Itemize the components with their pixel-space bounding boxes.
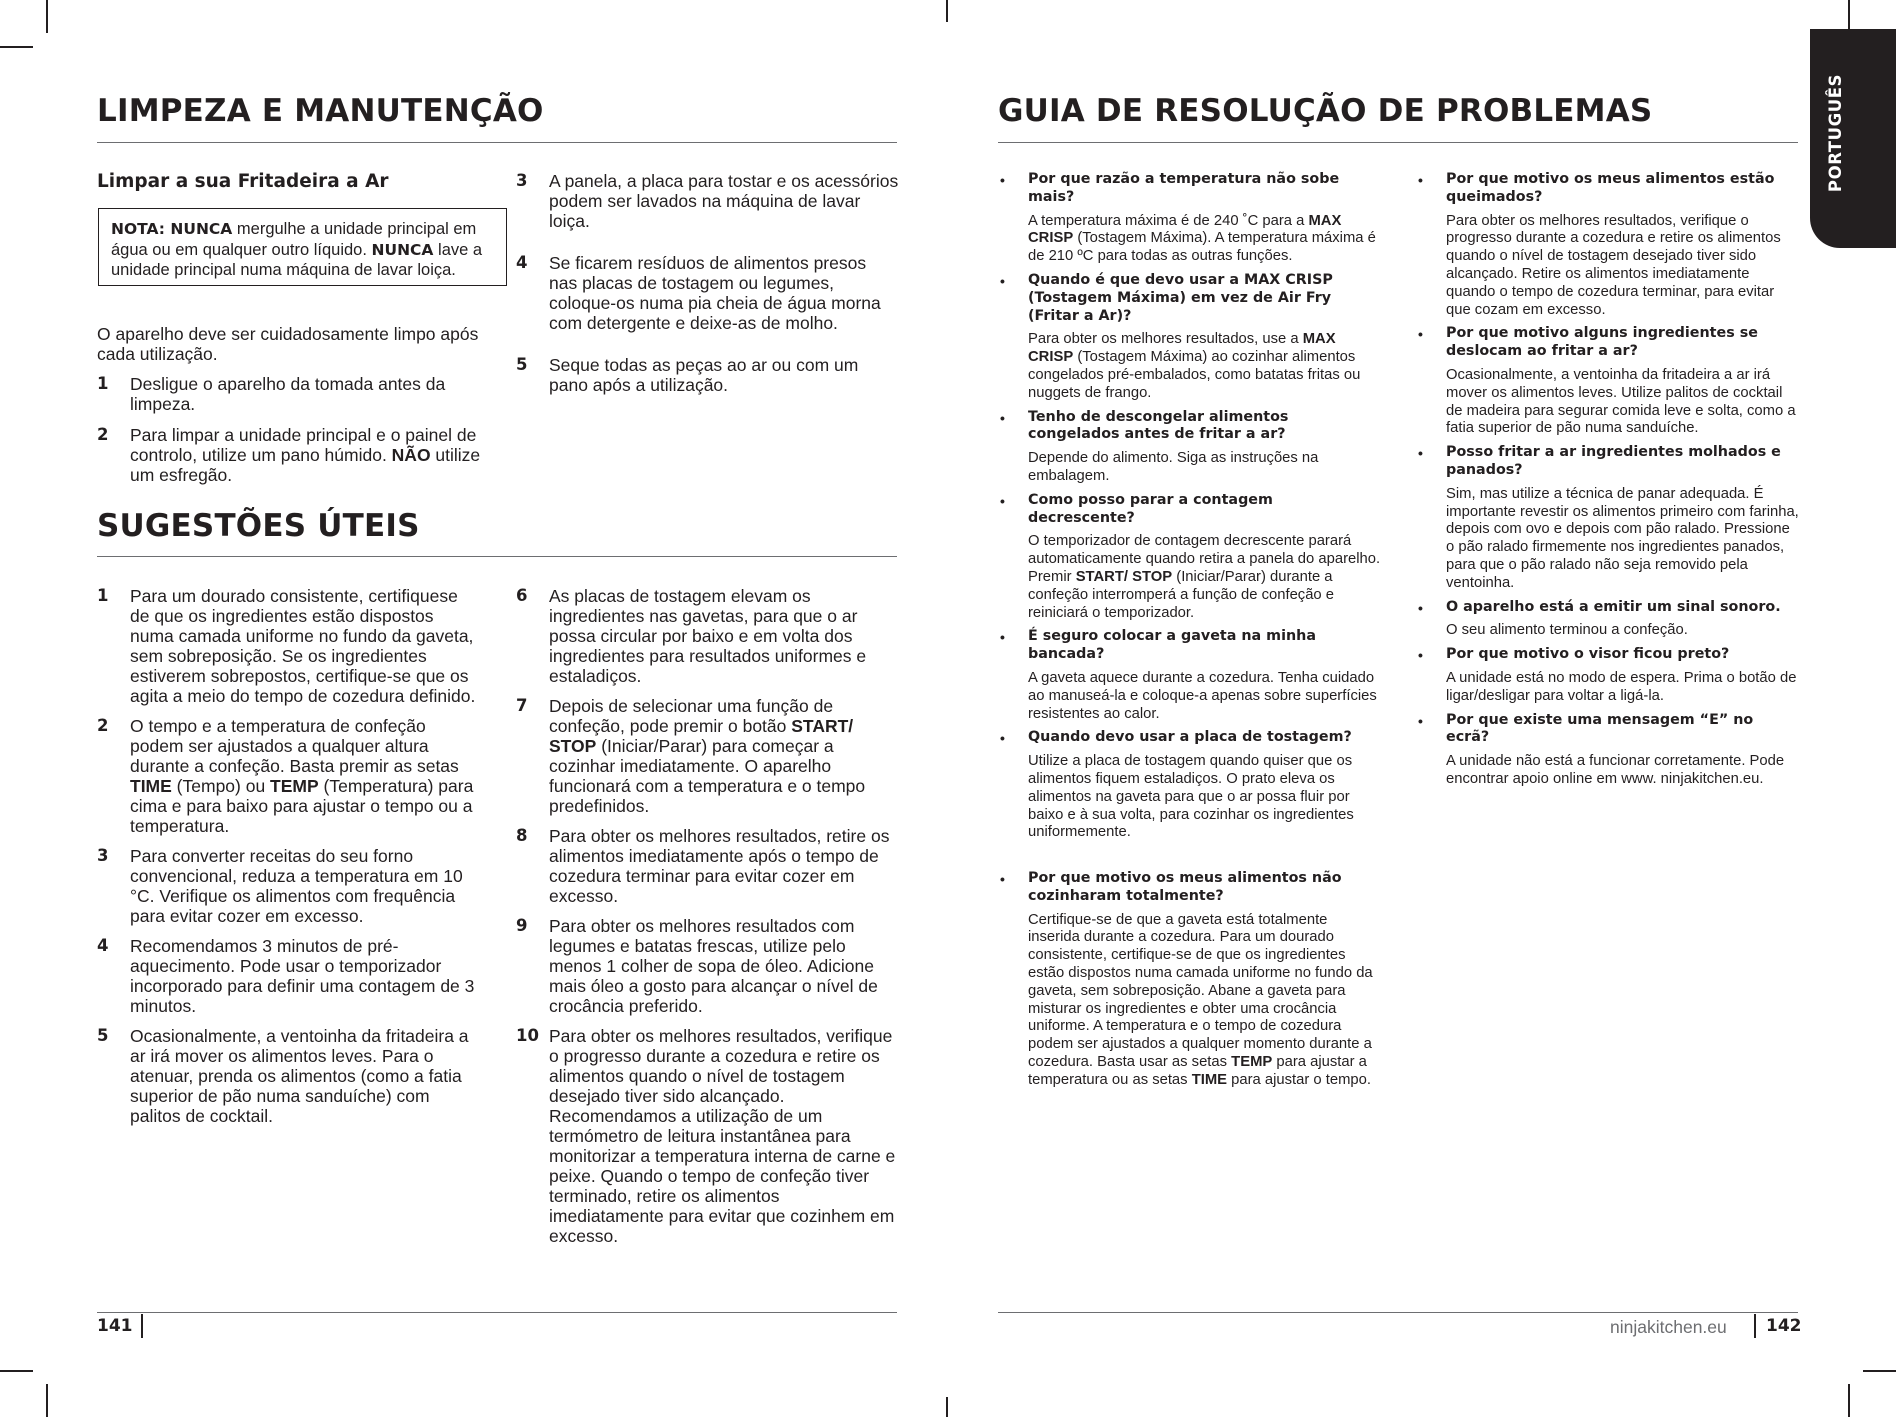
bullet-icon: • [1000,272,1005,289]
heading-troubleshooting: GUIA DE RESOLUÇÃO DE PROBLEMAS [998,93,1653,129]
bullet-icon: • [1000,409,1005,426]
footer-divider [1754,1314,1756,1338]
tip-text: (Iniciar/Parar) para começar a cozinhar imediatamente. O aparelho funcionará com a temperatura e o tempo predefinidos. [549,736,866,816]
answer-text: (Tostagem Máxima). A temperatura máxima é de 210 ºC para todas as outras funções. [1028,230,1376,265]
list-item [97,374,497,414]
faq-question: Por que motivo alguns ingredientes se deslocam ao fritar a ar? [1446,325,1758,360]
tip-text: Para obter os melhores resultados, retire os alimentos imediatamente após o tempo de cozedura terminar para evitar cozer em excesso. [549,826,890,906]
note-box [98,208,507,286]
tip-number: 10 [516,1026,539,1045]
tip-number: 2 [97,716,109,735]
faq-answer: A unidade não está a funcionar corretamente. Pode encontrar apoio online em www. ninjakitchen.eu. [1446,753,1785,787]
faq-item [1416,444,1800,592]
crop-mark [0,1370,33,1372]
step-text: A panela, a placa para tostar e os acessórios podem ser lavados na máquina de lavar loiça. [549,171,899,231]
footer-divider [141,1314,143,1338]
bullet-icon: • [1418,172,1423,188]
answer-text: (Tostagem Máxima) ao cozinhar alimentos congelados pré-embalados, como batatas fritas ou nuggets de frango. [1028,349,1361,401]
tip-emph: TEMP [270,776,319,796]
page-number-right: 142 [1766,1316,1802,1336]
step-number: 5 [516,355,528,374]
faq-item [998,729,1382,842]
step-text: utilize um esfregão. [130,445,481,485]
step-number: 1 [97,374,109,393]
tip-text: Ocasionalmente, a ventoinha da fritadeira a ar irá mover os alimentos leves. Para o atenuar, prenda os alimentos (como a fatia superior de pão numa sanduíche) com palitos de cocktail. [130,1026,469,1126]
note-label: NOTA: NUNCA [111,220,233,238]
answer-text: (Iniciar/Parar) durante a confeção interromperá a função de confeção e reiniciará o temporizador. [1028,568,1335,621]
faq-item [998,628,1382,723]
footer-url: ninjakitchen.eu [1610,1317,1727,1337]
list-item [516,1026,899,1246]
faq-question: Por que existe uma mensagem “E” no ecrã? [1446,711,1754,746]
faq-question: O aparelho está a emitir um sinal sonoro. [1446,598,1781,615]
tip-emph: START/ STOP [549,716,854,756]
list-item [516,253,899,333]
step-emph: NÃO [391,445,431,465]
tip-text: Para obter os melhores resultados com legumes e batatas frescas, utilize pelo menos 1 colher de sopa de óleo. Adicione mais óleo a gosto para alcançar o nível de crocância preferido. [549,916,878,1016]
heading-rule [97,556,897,557]
faq-col1 [998,171,1382,1090]
tip-number: 1 [97,586,109,605]
answer-text: A temperatura máxima é de 240 ˚C para a [1028,212,1309,229]
page-number-left: 141 [97,1316,133,1336]
answer-text: para ajustar a temperatura ou as setas [1028,1054,1367,1088]
tip-text: Depois de selecionar uma função de confeção, pode premir o botão [549,696,834,736]
faq-item [998,272,1382,403]
faq-item [1416,325,1800,438]
tip-text: Para obter os melhores resultados, verifique o progresso durante a cozedura e retire os alimentos quando o nível de tostagem desejado tiver sido alcançado. Recomendamos a utilização de um termómetro de leitura instantânea para monitorizar a temperatura interna de carne e peixe. Quando o tempo de confeção tiver terminado, retire os alimentos imediatamente para evitar que cozinhem em excesso. [549,1026,896,1246]
step-text: Se ficarem resíduos de alimentos presos nas placas de tostagem ou legumes, coloque-os numa pia cheia de água morna com detergente e deixe-as de molho. [549,253,881,333]
bullet-icon: • [1418,326,1423,343]
answer-emph: MAX CRISP [1028,212,1342,247]
list-item [97,936,477,1016]
bullet-icon: • [1000,492,1005,509]
tip-number: 5 [97,1026,109,1045]
bullet-icon: • [1418,647,1423,664]
bullet-icon: • [1000,871,1005,888]
faq-question: Por que razão a temperatura não sobe mais? [1028,171,1340,205]
bullet-icon: • [1418,599,1423,616]
tip-text: As placas de tostagem elevam os ingredientes nas gavetas, para que o ar possa circular por baixo e em volta dos ingredientes para resultados uniformes e estaladiços. [549,586,867,686]
faq-answer: A gaveta aquece durante a cozedura. Tenha cuidado ao manuseá-la e coloque-a apenas sobre superfícies resistentes ao calor. [1028,669,1377,722]
footer-rule [998,1312,1798,1313]
answer-text: para ajustar o tempo. [1227,1071,1371,1088]
answer-text: Para obter os melhores resultados, use a [1028,331,1303,348]
subheading-clean: Limpar a sua Fritadeira a Ar [97,171,389,192]
cleaning-steps-col2 [516,171,899,395]
note-text: mergulhe a unidade principal em água ou em qualquer outro líquido. [111,220,477,259]
tip-text: (Temperatura) para cima e para baixo para ajustar o tempo ou a temperatura. [130,776,474,836]
tips-col1 [97,586,477,1126]
bullet-icon: • [1000,172,1005,188]
faq-item [998,492,1382,623]
faq-answer: Ocasionalmente, a ventoinha da fritadeira a ar irá mover os alimentos leves. Utilize palitos de cocktail de madeira para segurar comida leve e solta, como a fatia superior de pão numa sanduíche. [1446,366,1796,437]
list-item [97,1026,477,1126]
list-item [516,916,899,1016]
faq-item [1416,171,1800,319]
faq-answer [1028,331,1382,402]
list-item [516,696,899,816]
heading-rule [998,142,1798,143]
answer-text: Certifique-se de que a gaveta está totalmente inserida durante a cozedura. Para um dourado consistente, certifique-se de que os ingredientes estão dispostos numa camada uniforme no fundo da gaveta, sem sobreposição. Abane a gaveta para misturar os ingredientes e obter uma crocância uniforme. A temperatura e o tempo de cozedura podem ser ajustados a qualquer momento durante a cozedura. Basta usar as setas [1028,911,1373,1071]
note-text: lave a unidade principal numa máquina de lavar loiça. [111,240,483,279]
heading-cleaning: LIMPEZA E MANUTENÇÃO [97,93,544,129]
faq-question: Como posso parar a contagem decrescente? [1028,491,1273,526]
language-tab-label: PORTUGUÊS [1826,73,1845,193]
bullet-icon: • [1000,730,1005,747]
faq-item [998,171,1382,266]
faq-item [998,870,1382,1090]
faq-answer: A unidade está no modo de espera. Prima o botão de ligar/desligar para voltar a ligá-la. [1446,669,1797,704]
footer-rule [97,1312,897,1313]
answer-emph: TIME [1191,1071,1228,1088]
tip-text: Para converter receitas do seu forno convencional, reduza a temperatura em 10 °C. Verifique os alimentos com frequência para evitar cozer em excesso. [130,846,463,926]
list-item [516,826,899,906]
crop-mark [0,46,33,48]
crop-mark [946,0,948,22]
step-number: 2 [97,425,109,444]
answer-emph: TEMP [1231,1054,1273,1071]
answer-text: O temporizador de contagem decrescente parará automaticamente quando retira a panela do aparelho. Premir [1028,533,1381,585]
language-tab [1810,29,1896,248]
tip-number: 8 [516,826,528,845]
list-item [97,846,477,926]
tip-emph: TIME [130,776,172,796]
step-text: Seque todas as peças ao ar ou com um pano após a utilização. [549,355,859,395]
faq-question: Por que motivo os meus alimentos estão queimados? [1446,171,1775,205]
bullet-icon: • [1000,629,1005,646]
faq-answer [1028,533,1382,622]
tip-text: (Tempo) ou [171,776,271,796]
faq-item [998,409,1382,486]
tip-text: O tempo e a temperatura de confeção podem ser ajustados a qualquer altura durante a confeção. Basta premir as setas [130,716,459,776]
cleaning-steps-col1 [97,374,497,485]
heading-tips: SUGESTÕES ÚTEIS [97,508,420,544]
faq-question: Posso fritar a ar ingredientes molhados e panados? [1446,444,1781,478]
tip-text: Para um dourado consistente, certifiquese de que os ingredientes estão dispostos numa camada uniforme no fundo da gaveta, sem sobreposição. Se os ingredientes estiverem sobrepostos, certifique-se que os agita a meio do tempo de cozedura definido. [130,586,476,706]
faq-question: Quando devo usar a placa de tostagem? [1028,729,1352,746]
crop-mark [46,0,48,33]
list-item [516,586,899,686]
faq-question: Tenho de descongelar alimentos congelados antes de fritar a ar? [1028,408,1289,443]
step-number: 4 [516,253,528,272]
faq-answer: O seu alimento terminou a confeção. [1446,622,1688,639]
faq-answer: Utilize a placa de tostagem quando quiser que os alimentos fiquem estaladiços. O prato eleva os alimentos na gaveta para que o ar possa fluir por baixo e à sua volta, para cozinhar os ingredientes uniformemente. [1028,753,1354,841]
list-item [516,171,899,231]
list-item [516,355,899,395]
faq-answer [1028,912,1382,1090]
faq-answer [1028,213,1382,266]
list-item [97,586,477,706]
faq-col2 [1416,171,1800,789]
faq-item [1416,599,1800,641]
crop-mark [946,1397,948,1417]
faq-item [1416,646,1800,705]
crop-mark [46,1384,48,1417]
bullet-icon: • [1418,445,1423,462]
faq-question: Por que motivo o visor ficou preto? [1446,646,1730,663]
faq-question: Por que motivo os meus alimentos não cozinharam totalmente? [1028,870,1342,904]
faq-answer: Para obter os melhores resultados, verifique o progresso durante a cozedura e retire os alimentos quando o nível de tostagem desejado tiver sido alcançado. Retire os alimentos imediatamente quando o tempo de cozedura terminar, para evitar que cozam em excesso. [1446,212,1781,318]
tip-number: 7 [516,696,528,715]
note-emph: NUNCA [371,240,434,259]
tip-number: 9 [516,916,528,935]
list-item [97,716,477,836]
tip-text: Recomendamos 3 minutos de pré-aquecimento. Pode usar o temporizador incorporado para definir uma contagem de 3 minutos. [130,936,475,1016]
faq-question: Quando é que devo usar a MAX CRISP (Tostagem Máxima) em vez de Air Fry (Fritar a Ar)? [1028,271,1333,324]
step-text: Para limpar a unidade principal e o painel de controlo, utilize um pano húmido. [130,425,477,465]
faq-answer: Depende do alimento. Siga as instruções na embalagem. [1028,450,1319,484]
faq-question: É seguro colocar a gaveta na minha bancada? [1028,628,1316,663]
answer-emph: START/ STOP [1075,568,1173,585]
faq-answer: Sim, mas utilize a técnica de panar adequada. É importante revestir os alimentos primeiro com farinha, depois com ovo e depois com pão ralado. Pressione o pão ralado firmemente nos ingredientes panados, para que o pão ralado não seja removido pela ventoinha. [1446,485,1799,591]
bullet-icon: • [1418,712,1423,729]
crop-mark [1848,1384,1850,1417]
faq-item [1416,712,1800,789]
step-number: 3 [516,171,528,190]
tips-col2 [516,586,899,1246]
list-item [97,425,497,485]
answer-emph: MAX CRISP [1028,331,1336,366]
intro-text: O aparelho deve ser cuidadosamente limpo após cada utilização. [97,324,479,364]
heading-rule [97,142,897,143]
crop-mark [1863,1370,1896,1372]
step-text: Desligue o aparelho da tomada antes da limpeza. [130,374,446,414]
tip-number: 6 [516,586,528,605]
tip-number: 3 [97,846,109,865]
tip-number: 4 [97,936,109,955]
